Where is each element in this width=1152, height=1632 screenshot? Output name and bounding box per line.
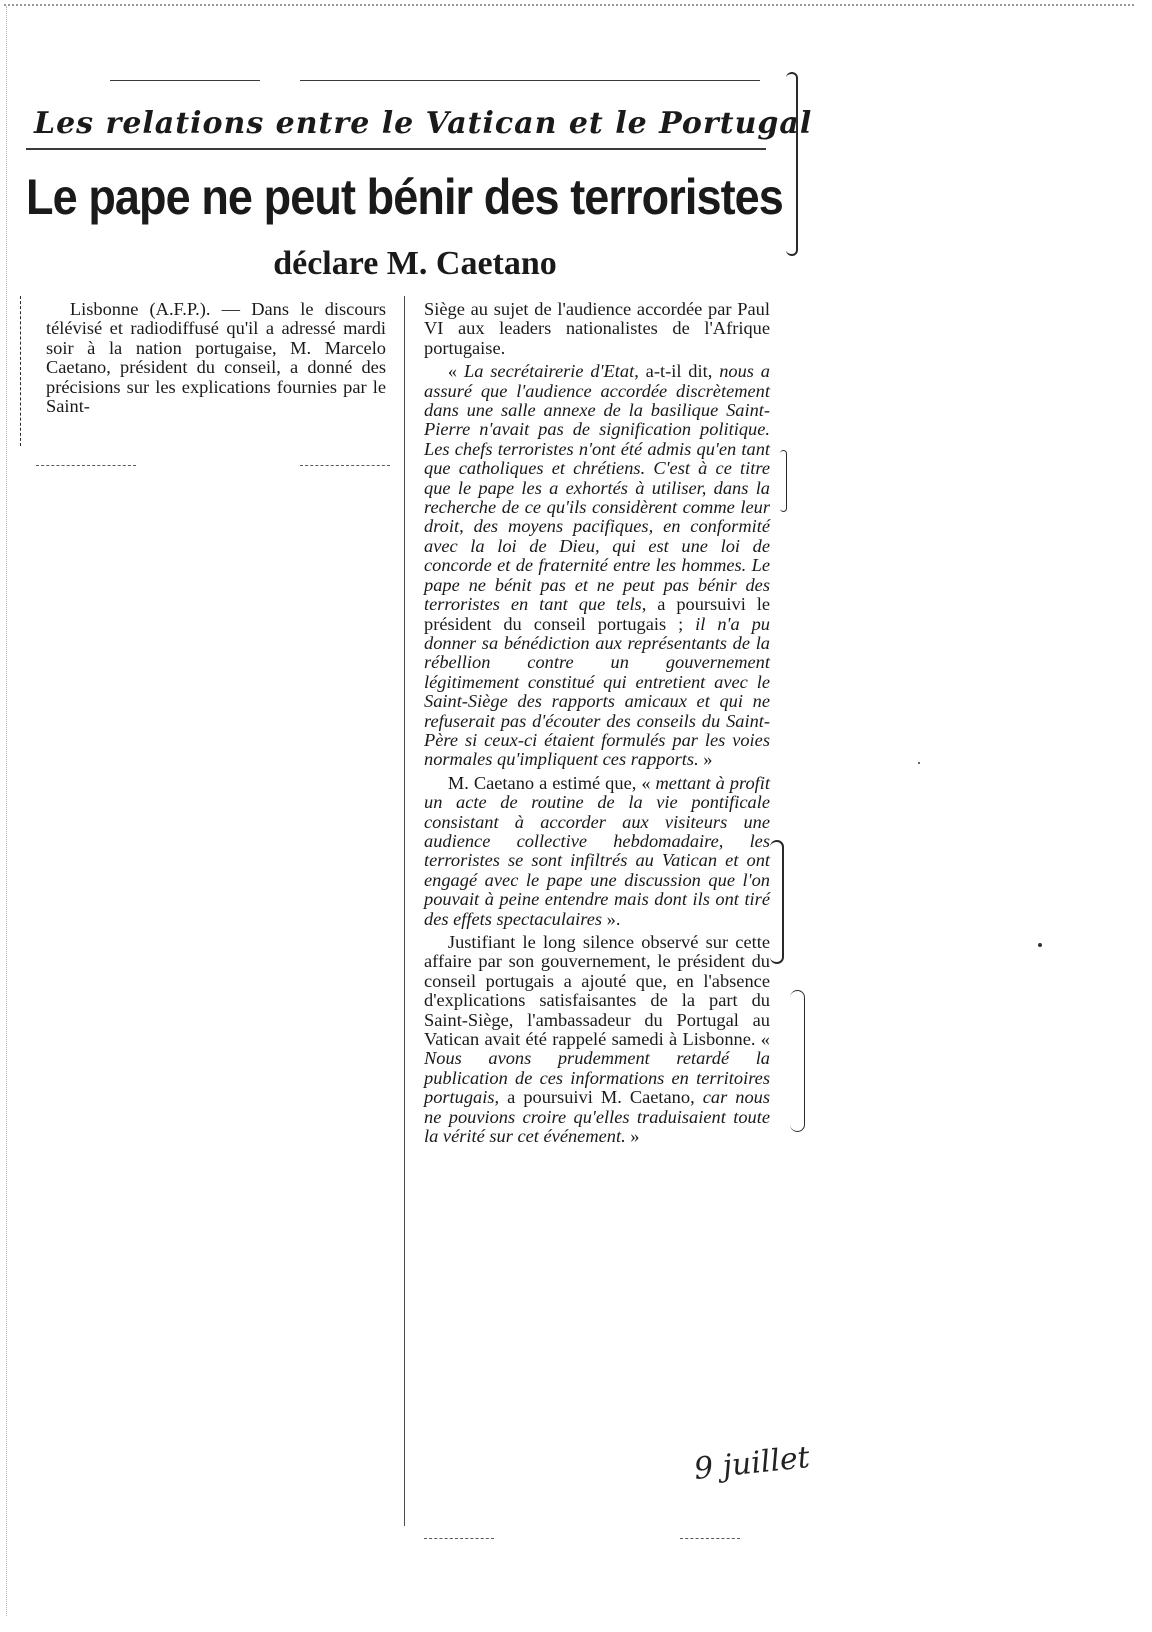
article-column-1	[46, 300, 386, 416]
col2-end-rule-right	[680, 1538, 740, 1539]
col2-paragraph-2	[424, 774, 770, 929]
attribution-text: , a-t-il dit,	[634, 361, 720, 382]
pen-mark-quote-1	[780, 450, 787, 512]
article-kicker: Les relations entre le Vatican et le Portugal	[34, 106, 813, 141]
article-subhead: déclare M. Caetano	[273, 245, 557, 282]
close-quote: ».	[602, 908, 621, 929]
quote-text: nous a assuré que l'audience accordée discrètement dans une salle annexe de la basilique Saint-Pierre n'avait pas de signification politique. Les chefs terroristes n'ont été admis qu'en tant que catholiques et chrétiens. C'est à ce titre que le pape les a exhortés à utiliser, dans la recherche de ce qu'ils considèrent comme leur droit, des moyens pacifiques, en conformité avec la loi de Dieu, qui est une loi de concorde et de fraternité entre les hommes. Le pape ne bénit pas et ne peut pas bénir des terroristes en tant que tels	[424, 361, 770, 615]
attribution-text: , a poursuivi M. Caetano,	[494, 1087, 703, 1108]
col2-paragraph-3	[424, 933, 770, 1146]
col1-paragraph-1: Lisbonne (A.F.P.). — Dans le discours télévisé et radiodiffusé qu'il a adressé mardi soir à la nation portugaise, M. Marcelo Caetano, président du conseil, a donné des précisions sur les explications fournies par le Saint-	[46, 299, 386, 417]
ink-speck	[1038, 943, 1042, 947]
kicker-top-rule	[110, 80, 260, 81]
col1-end-rule-right	[300, 465, 390, 466]
quote-text: mettant à profit un acte de routine de la vie pontificale consistant à accorder aux visiteurs une audience collective hebdomadaire, les terroristes se sont infiltrés au Vatican et ont engagé avec le pape une discussion que l'on pouvait à peine entendre mais dont ils ont tiré des effets spectaculaires	[424, 772, 771, 929]
open-quote: «	[447, 361, 464, 382]
quote-text: il n'a pu donner sa bénédiction aux représentants de la rébellion contre un gouvernement légitimement constitué qui entretient avec le Saint-Siège des rapports amicaux et qui ne refuserait pas d'écouter des conseils du Saint-Père si ceux-ci étaient formulés par les voies normales qu'impliquent ces rapports.	[424, 613, 770, 770]
quote-text: Nous avons prudemment retardé la publication de ces informations en territoires portugais	[424, 1048, 770, 1108]
pen-bracket-quote-3	[790, 990, 805, 1132]
attribution-text: , a poursuivi le président du conseil portugais ;	[424, 594, 770, 634]
col2-paragraph-1	[424, 362, 770, 770]
article-column-2	[424, 300, 770, 1146]
handwritten-date: 9 juillet	[692, 1440, 812, 1487]
quote-text: car nous ne pouvions croire qu'elles traduisaient toute la vérité sur cet événement.	[424, 1087, 771, 1147]
kicker-bottom-rule	[26, 148, 766, 150]
kicker-top-rule-right	[300, 80, 760, 81]
body-text: Justifiant le long silence observé sur cette affaire par son gouvernement, le président du conseil portugais a ajouté que, en l'absence d'explications satisfaisantes de la part du Saint-Siège, l'ambassadeur du Portugal au Vatican avait été rappelé samedi à Lisbonne. «	[424, 932, 770, 1050]
close-quote: »	[698, 749, 713, 770]
ink-speck	[918, 762, 920, 764]
col2-end-rule	[424, 1538, 494, 1539]
col2-paragraph-0: Siège au sujet de l'audience accordée par Paul VI aux leaders nationalistes de l'Afrique portugaise.	[424, 299, 770, 358]
pen-bracket-quote-2	[770, 840, 784, 964]
attribution-text: M. Caetano a estimé que, «	[447, 772, 656, 793]
quote-speaker: La secrétairerie d'Etat	[463, 361, 635, 382]
column-separator	[404, 296, 405, 1526]
scan-edge-top	[4, 4, 1134, 6]
pen-mark-col1	[20, 296, 21, 446]
close-quote: »	[625, 1126, 640, 1147]
col1-end-rule	[36, 465, 136, 466]
article-headline: Le pape ne peut bénir des terroristes	[26, 169, 783, 225]
pen-bracket-headline	[786, 72, 798, 256]
